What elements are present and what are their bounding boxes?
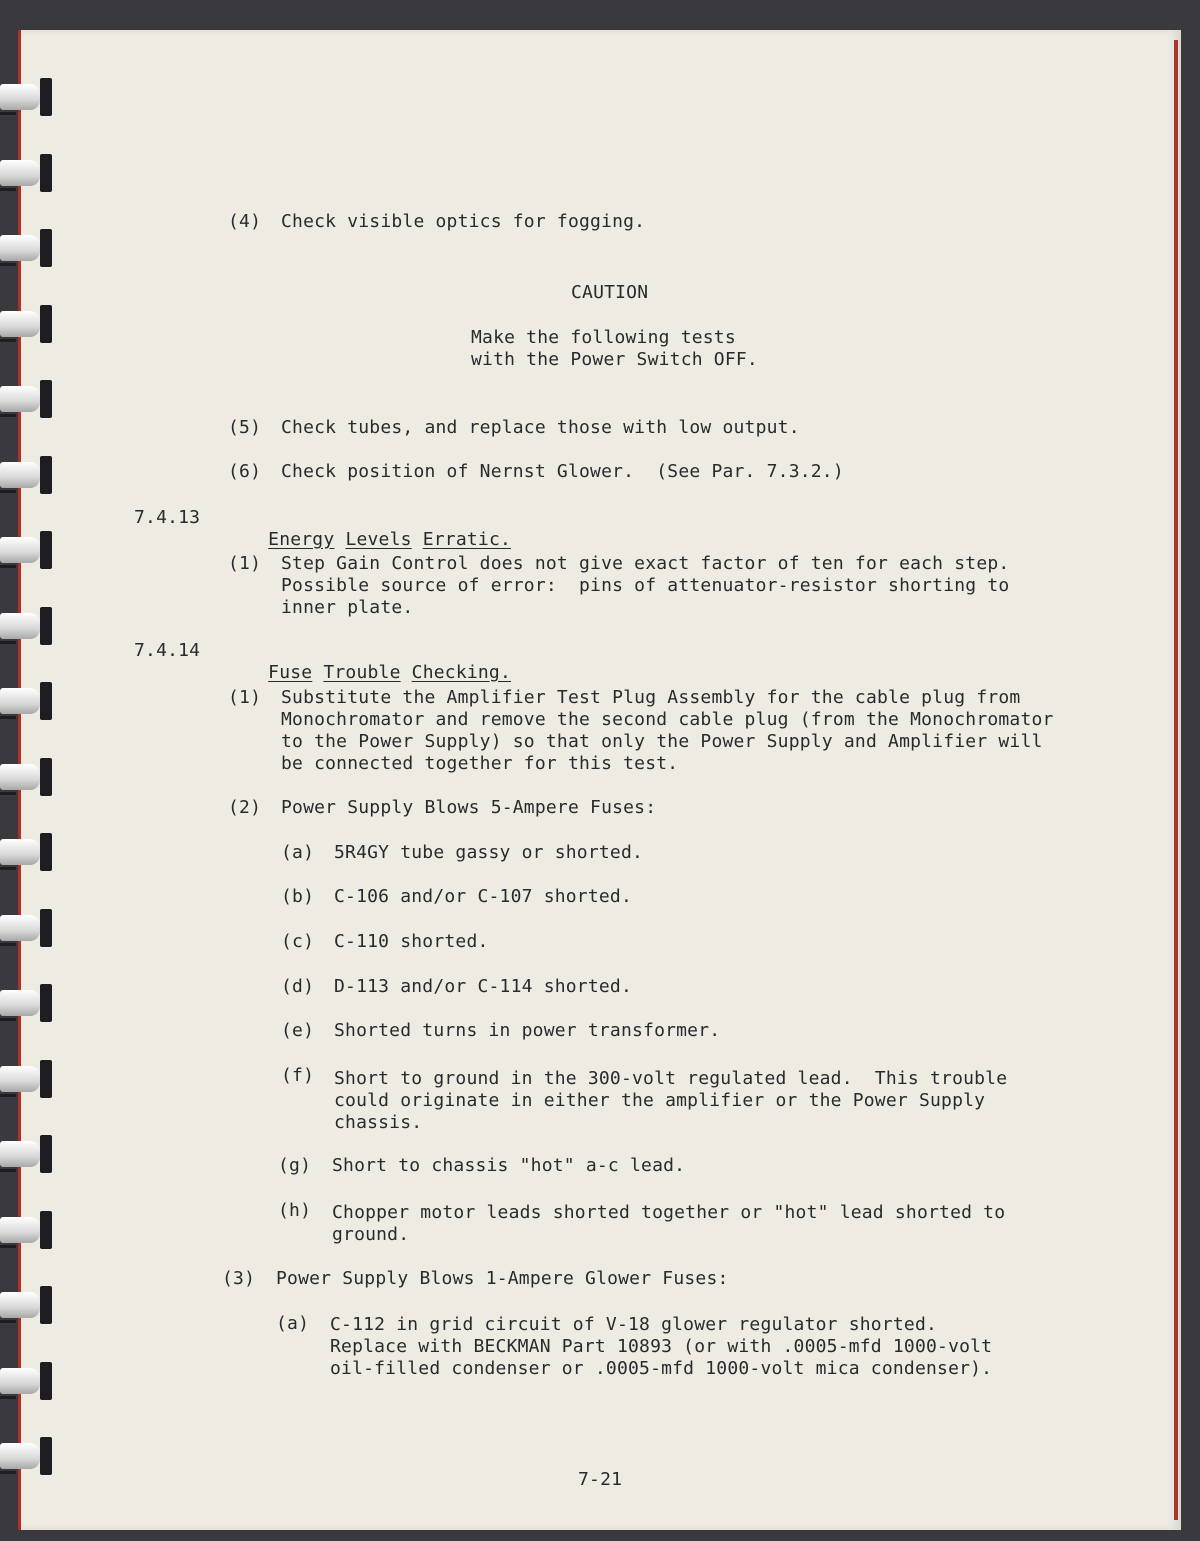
section-13-item-1-line-2: Possible source of error: pins of attenuator-resistor shorting to bbox=[281, 575, 1010, 596]
sub-item-d-text: D-113 and/or C-114 shorted. bbox=[334, 976, 632, 997]
section-13-title-word-1: Energy bbox=[268, 529, 335, 550]
binding-ring bbox=[0, 1211, 56, 1249]
section-13-item-1-number: (1) bbox=[228, 553, 262, 574]
binding-ring bbox=[0, 229, 56, 267]
section-14-title-word-3: Checking. bbox=[411, 662, 512, 683]
binding-ring bbox=[0, 531, 56, 569]
binding-ring bbox=[0, 1437, 56, 1475]
sub-item-f-line-2: could originate in either the amplifier or the Power Supply bbox=[334, 1090, 986, 1111]
binding-ring bbox=[0, 1362, 56, 1400]
sub-item-e-number: (e) bbox=[281, 1020, 315, 1041]
item-4-number: (4) bbox=[228, 211, 262, 232]
binding-ring bbox=[0, 682, 56, 720]
sub-item-a-text: 5R4GY tube gassy or shorted. bbox=[334, 842, 644, 863]
section-14-item-3-text: Power Supply Blows 1-Ampere Glower Fuses: bbox=[276, 1268, 729, 1289]
binding-ring bbox=[0, 1286, 56, 1324]
item-6-number: (6) bbox=[228, 461, 262, 482]
sub-item-a-number: (a) bbox=[281, 842, 315, 863]
item-4-text: Check visible optics for fogging. bbox=[281, 211, 646, 232]
binding-ring bbox=[0, 607, 56, 645]
sub-item-c-text: C-110 shorted. bbox=[334, 931, 489, 952]
binding-ring bbox=[0, 380, 56, 418]
section-14-item-1-line-3: to the Power Supply) so that only the Power Supply and Amplifier will bbox=[281, 731, 1043, 752]
binding-ring bbox=[0, 1060, 56, 1098]
binding-ring bbox=[0, 78, 56, 116]
section-14-title-word-1: Fuse bbox=[268, 662, 313, 683]
sub-item-3a-line-3: oil-filled condenser or .0005-mfd 1000-volt mica condenser). bbox=[330, 1358, 993, 1379]
document-page bbox=[18, 30, 1181, 1530]
page-edge bbox=[1174, 40, 1178, 1520]
section-14-number: 7.4.14 bbox=[134, 640, 201, 661]
sub-item-h-number: (h) bbox=[278, 1200, 312, 1221]
caution-heading: CAUTION bbox=[571, 282, 649, 303]
section-14-item-1-line-1: Substitute the Amplifier Test Plug Assembly for the cable plug from bbox=[281, 687, 1021, 708]
sub-item-b-number: (b) bbox=[281, 886, 315, 907]
binding-ring bbox=[0, 154, 56, 192]
sub-item-d-number: (d) bbox=[281, 976, 315, 997]
sub-item-g-text: Short to chassis "hot" a-c lead. bbox=[332, 1155, 686, 1176]
section-14-title-word-2: Trouble bbox=[323, 662, 401, 683]
item-5-number: (5) bbox=[228, 417, 262, 438]
binding-ring bbox=[0, 984, 56, 1022]
sub-item-f-number: (f) bbox=[281, 1065, 315, 1086]
binding-ring bbox=[0, 1135, 56, 1173]
section-14-item-1-line-4: be connected together for this test. bbox=[281, 753, 679, 774]
section-14-item-1-line-2: Monochromator and remove the second cable plug (from the Monochromator bbox=[281, 709, 1054, 730]
sub-item-f-line-3: chassis. bbox=[334, 1112, 423, 1133]
caution-line-1: Make the following tests bbox=[471, 327, 736, 348]
sub-item-f-line-1: Short to ground in the 300-volt regulated lead. This trouble bbox=[334, 1068, 1008, 1089]
section-13-title-word-3: Erratic. bbox=[422, 529, 512, 550]
section-14-item-2-number: (2) bbox=[228, 797, 262, 818]
item-5-text: Check tubes, and replace those with low output. bbox=[281, 417, 800, 438]
binding-ring bbox=[0, 758, 56, 796]
sub-item-b-text: C-106 and/or C-107 shorted. bbox=[334, 886, 632, 907]
sub-item-h-line-1: Chopper motor leads shorted together or "hot" lead shorted to bbox=[332, 1202, 1006, 1223]
section-14-item-3-number: (3) bbox=[222, 1268, 256, 1289]
section-13-title-word-2: Levels bbox=[345, 529, 412, 550]
sub-item-e-text: Shorted turns in power transformer. bbox=[334, 1020, 721, 1041]
binding-ring bbox=[0, 833, 56, 871]
sub-item-h-line-2: ground. bbox=[332, 1224, 410, 1245]
sub-item-3a-number: (a) bbox=[276, 1313, 310, 1334]
binding-ring bbox=[0, 456, 56, 494]
page-number: 7-21 bbox=[578, 1469, 623, 1490]
sub-item-3a-line-2: Replace with BECKMAN Part 10893 (or with .0005-mfd 1000-volt bbox=[330, 1336, 993, 1357]
binding-ring bbox=[0, 909, 56, 947]
section-13-number: 7.4.13 bbox=[134, 507, 201, 528]
section-13-item-1-line-3: inner plate. bbox=[281, 597, 414, 618]
sub-item-3a-line-1: C-112 in grid circuit of V-18 glower regulator shorted. bbox=[330, 1314, 938, 1335]
sub-item-c-number: (c) bbox=[281, 931, 315, 952]
section-14-item-1-number: (1) bbox=[228, 687, 262, 708]
section-13-item-1-line-1: Step Gain Control does not give exact factor of ten for each step. bbox=[281, 553, 1010, 574]
item-6-text: Check position of Nernst Glower. (See Par. 7.3.2.) bbox=[281, 461, 844, 482]
caution-line-2: with the Power Switch OFF. bbox=[471, 349, 758, 370]
sub-item-g-number: (g) bbox=[278, 1155, 312, 1176]
binding-ring bbox=[0, 305, 56, 343]
section-14-item-2-text: Power Supply Blows 5-Ampere Fuses: bbox=[281, 797, 657, 818]
